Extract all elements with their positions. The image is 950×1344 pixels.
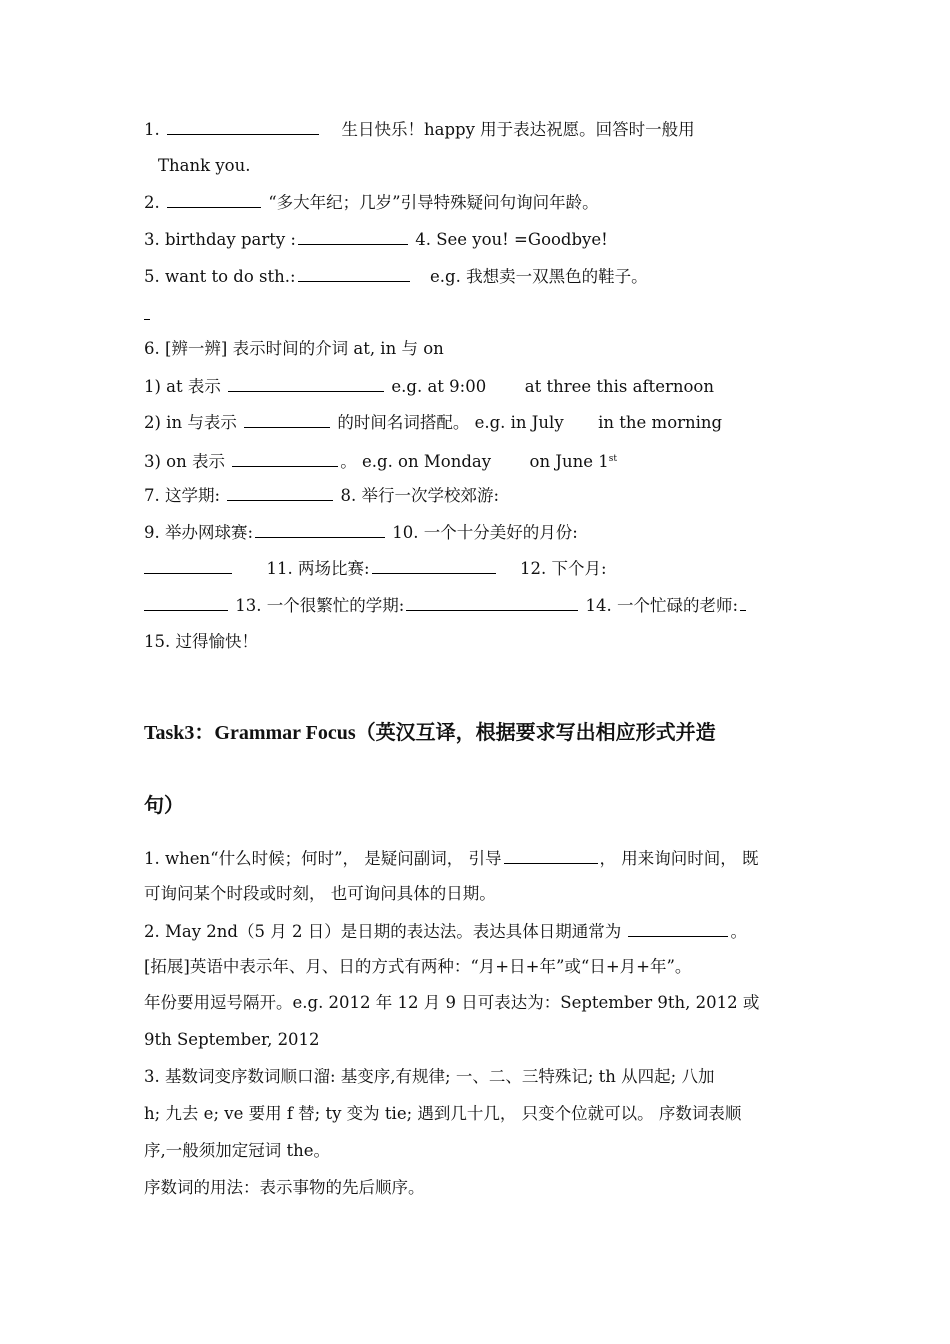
grammar-1-text: 1. when“什么时候；何时”， 是疑问副词， 引导 — [144, 849, 502, 868]
item-1 — [144, 118, 695, 141]
grammar-3-end: 。 — [730, 922, 747, 941]
ordinal-suffix: st — [608, 454, 617, 464]
item-6-2-example: 的时间名词搭配。 e.g. in July — [337, 413, 564, 432]
grammar-line-3 — [144, 920, 747, 943]
grammar-line-6 — [144, 1029, 320, 1051]
item-6-1-example-2: at three this afternoon — [524, 377, 714, 396]
item-6-2-blank[interactable] — [244, 411, 330, 428]
grammar-5-text: 年份要用逗号隔开。e.g. 2012 年 12 月 9 日可表达为：September 9th, 2012 或 — [144, 993, 760, 1012]
item-6-2 — [144, 411, 722, 434]
grammar-1-blank[interactable] — [504, 847, 598, 864]
grammar-1-text-2: ， 用来询问时间， 既 — [599, 849, 759, 868]
grammar-4-text: [拓展]英语中表示年、月、日的方式有两种：“月+日+年”或“日+月+年”。 — [144, 957, 692, 976]
item-2 — [144, 191, 599, 214]
section-heading: Task3：Grammar Focus（英汉互译，根据要求写出相应形式并造 — [144, 722, 716, 744]
item-12-text: 12. 下个月: — [520, 559, 607, 578]
item-13-14 — [144, 594, 748, 617]
grammar-3-text: 2. May 2nd（5 月 2 日）是日期的表达法。表达具体日期通常为 — [144, 922, 622, 941]
item-6-1-text: 1) at 表示 — [144, 377, 221, 396]
grammar-line-9 — [144, 1140, 330, 1162]
item-5-blank[interactable] — [298, 265, 410, 282]
item-6-1-example: e.g. at 9:00 — [391, 377, 487, 396]
grammar-line-2 — [144, 883, 496, 905]
item-6-3-text: 3) on 表示 — [144, 452, 225, 471]
item-12-blank[interactable] — [144, 594, 228, 611]
grammar-3-blank[interactable] — [628, 920, 728, 937]
item-6-1-blank[interactable] — [228, 375, 384, 392]
item-11-blank[interactable] — [372, 557, 496, 574]
item-1-number: 1. — [144, 120, 160, 139]
item-13-blank[interactable] — [406, 594, 578, 611]
section-heading-cont: 句） — [144, 795, 184, 817]
item-8-text: 8. 举行一次学校郊游: — [340, 486, 500, 505]
grammar-line-10 — [144, 1177, 425, 1199]
item-15-text: 15. 过得愉快！ — [144, 632, 258, 651]
item-14-blank[interactable] — [740, 594, 746, 611]
item-1-text: 生日快乐！happy 用于表达祝愿。回答时一般用 — [341, 120, 695, 139]
item-9-10 — [144, 521, 578, 544]
item-7-blank[interactable] — [227, 484, 333, 501]
item-13-text: 13. 一个很繁忙的学期: — [235, 596, 405, 615]
item-5-text: 5. want to do sth.: — [144, 267, 296, 286]
item-6-3-example-2: on June 1 — [529, 452, 609, 471]
grammar-9-text: 序,一般须加定冠词 the。 — [144, 1141, 331, 1160]
grammar-line-1 — [144, 847, 759, 870]
item-14-text: 14. 一个忙碌的老师: — [585, 596, 739, 615]
item-4-text: 4. See you! =Goodbye! — [415, 230, 608, 249]
item-6-3-example: 。 e.g. on Monday — [340, 452, 492, 471]
item-3-blank[interactable] — [298, 228, 408, 245]
item-1-cont — [158, 155, 250, 177]
grammar-10-text: 序数词的用法：表示事物的先后顺序。 — [144, 1178, 425, 1197]
item-3-text: 3. birthday party : — [144, 230, 296, 249]
item-1-blank[interactable] — [167, 118, 319, 135]
grammar-line-5 — [144, 992, 759, 1014]
item-6-3 — [144, 448, 617, 473]
item-6 — [144, 338, 444, 360]
grammar-8-text: h; 九去 e; ve 要用 f 替; ty 变为 tie; 遇到几十几， 只变个位就可以。 序数词表顺 — [144, 1104, 742, 1123]
item-1-answer-hint: Thank you. — [158, 156, 251, 175]
item-2-number: 2. — [144, 193, 160, 212]
item-6-3-blank[interactable] — [232, 450, 338, 467]
stray-mark — [144, 319, 150, 320]
item-7-8 — [144, 484, 499, 507]
grammar-7-text: 3. 基数词变序数词顺口溜: 基变序,有规律; 一、二、三特殊记; th 从四起; 八加 — [144, 1067, 715, 1086]
item-7-text: 7. 这学期: — [144, 486, 221, 505]
item-11-text: 11. 两场比赛: — [266, 559, 370, 578]
item-5-example: e.g. 我想卖一双黑色的鞋子。 — [430, 267, 648, 286]
item-2-blank[interactable] — [167, 191, 261, 208]
grammar-line-7 — [144, 1066, 714, 1088]
item-15 — [144, 631, 258, 653]
item-6-2-example-2: in the morning — [598, 413, 723, 432]
item-10-text: 10. 一个十分美好的月份: — [392, 523, 578, 542]
grammar-line-8 — [144, 1103, 741, 1125]
item-6-1 — [144, 375, 714, 398]
grammar-line-4 — [144, 956, 691, 978]
item-2-text: “多大年纪；几岁”引导特殊疑问句询问年龄。 — [268, 193, 599, 212]
item-5 — [144, 265, 648, 288]
item-10-blank[interactable] — [144, 557, 232, 574]
item-3-4 — [144, 228, 608, 251]
item-6-2-text: 2) in 与表示 — [144, 413, 237, 432]
grammar-6-text: 9th September, 2012 — [144, 1030, 320, 1049]
item-6-text: 6. [辨一辨] 表示时间的介词 at, in 与 on — [144, 339, 444, 358]
item-9-text: 9. 举办网球赛: — [144, 523, 254, 542]
item-9-blank[interactable] — [255, 521, 385, 538]
item-11-12 — [144, 557, 607, 580]
grammar-2-text: 可询问某个时段或时刻， 也可询问具体的日期。 — [144, 884, 496, 903]
